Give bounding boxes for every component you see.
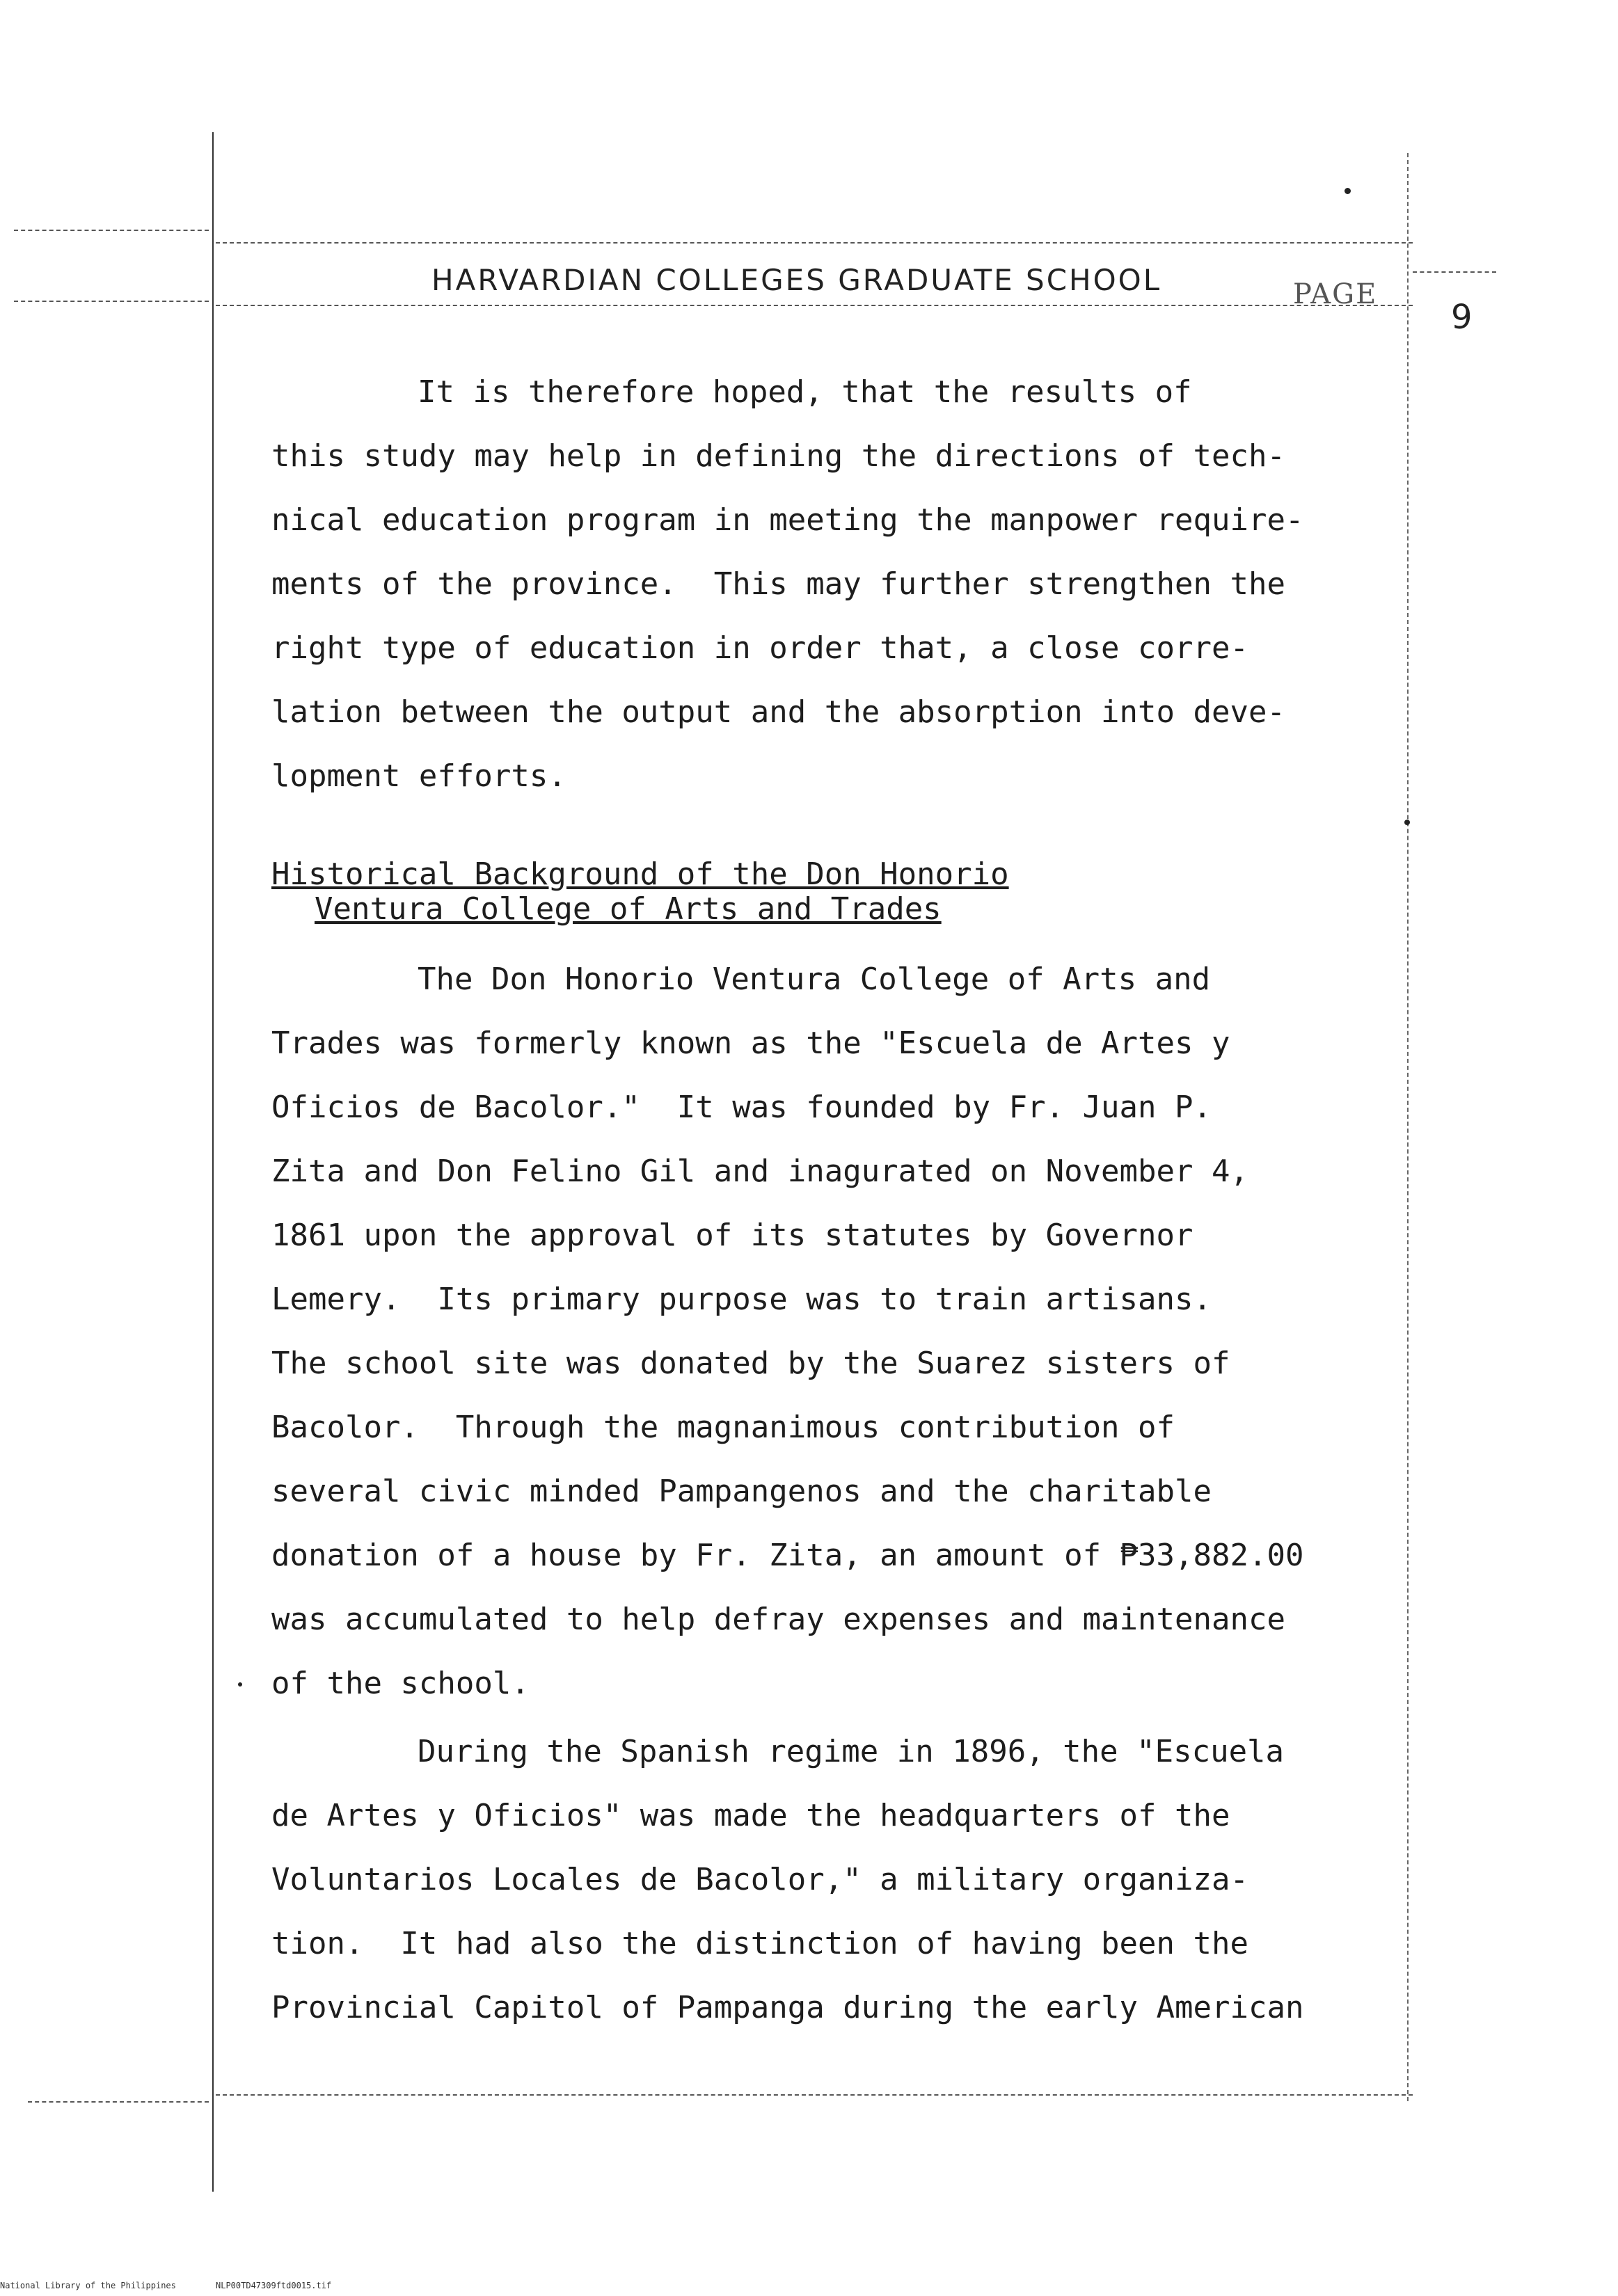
text-line: Bacolor. Through the magnanimous contribution of [271,1410,1175,1445]
intro-paragraph [271,360,1413,808]
left-margin-rule [212,132,214,2192]
text-line: Provincial Capitol of Pampanga during the early American [271,1990,1304,2025]
text-line: Lemery. Its primary purpose was to train artisans. [271,1282,1212,1317]
text-line: It is therefore hoped, that the results of [418,374,1192,410]
scan-speck [1404,820,1410,825]
top-rule [216,242,1413,244]
text-line: this study may help in defining the directions of tech- [271,438,1285,474]
section-heading [271,857,1009,927]
text-line: tion. It had also the distinction of having been the [271,1926,1248,1961]
text-line: The Don Honorio Ventura College of Arts and [418,962,1211,997]
text-line: During the Spanish regime in 1896, the "Escuela [418,1734,1285,1769]
text-line: nical education program in meeting the manpower require- [271,502,1304,538]
footer-library: National Library of the Philippines [0,2281,176,2290]
header-rule-left [14,301,209,302]
page-label: PAGE [1293,278,1378,310]
bottom-rule [216,2094,1413,2096]
history-paragraph-2 [271,1720,1413,2040]
section-heading-line: Ventura College of Arts and Trades [315,891,942,927]
text-line: The school site was donated by the Suarez sisters of [271,1346,1230,1381]
text-line: of the school. [271,1666,530,1701]
text-line: lopment efforts. [271,758,566,794]
page-number: 9 [1451,298,1473,337]
history-paragraph-1 [271,948,1413,1716]
text-line: Trades was formerly known as the "Escuela de Artes y [271,1026,1230,1061]
text-line: donation of a house by Fr. Zita, an amount of ₱33,882.00 [271,1538,1304,1573]
header-rule [216,305,1413,306]
text-line: lation between the output and the absorption into deve- [271,694,1285,730]
bottom-rule-left [28,2101,209,2103]
text-line: several civic minded Pampangenos and the charitable [271,1474,1212,1509]
text-line: de Artes y Oficios" was made the headquarters of the [271,1798,1230,1833]
section-heading-line: Historical Background of the Don Honorio [271,856,1009,892]
text-line: ments of the province. This may further strengthen the [271,566,1285,602]
scan-speck [1345,188,1351,194]
text-line: Oficios de Bacolor." It was founded by Fr. Juan P. [271,1090,1212,1125]
header-rule-right [1413,271,1496,273]
text-line: right type of education in order that, a close corre- [271,630,1248,666]
top-rule-left [14,230,209,231]
text-line: Zita and Don Felino Gil and inagurated on November 4, [271,1154,1248,1189]
scan-speck [238,1682,242,1687]
page-header-title: HARVARDIAN COLLEGES GRADUATE SCHOOL [431,263,1162,297]
text-line: was accumulated to help defray expenses and maintenance [271,1602,1285,1637]
text-line: 1861 upon the approval of its statutes by Governor [271,1218,1193,1253]
text-line: Voluntarios Locales de Bacolor," a military organiza- [271,1862,1248,1897]
footer-file: NLP00TD47309ftd0015.tif [216,2281,332,2290]
